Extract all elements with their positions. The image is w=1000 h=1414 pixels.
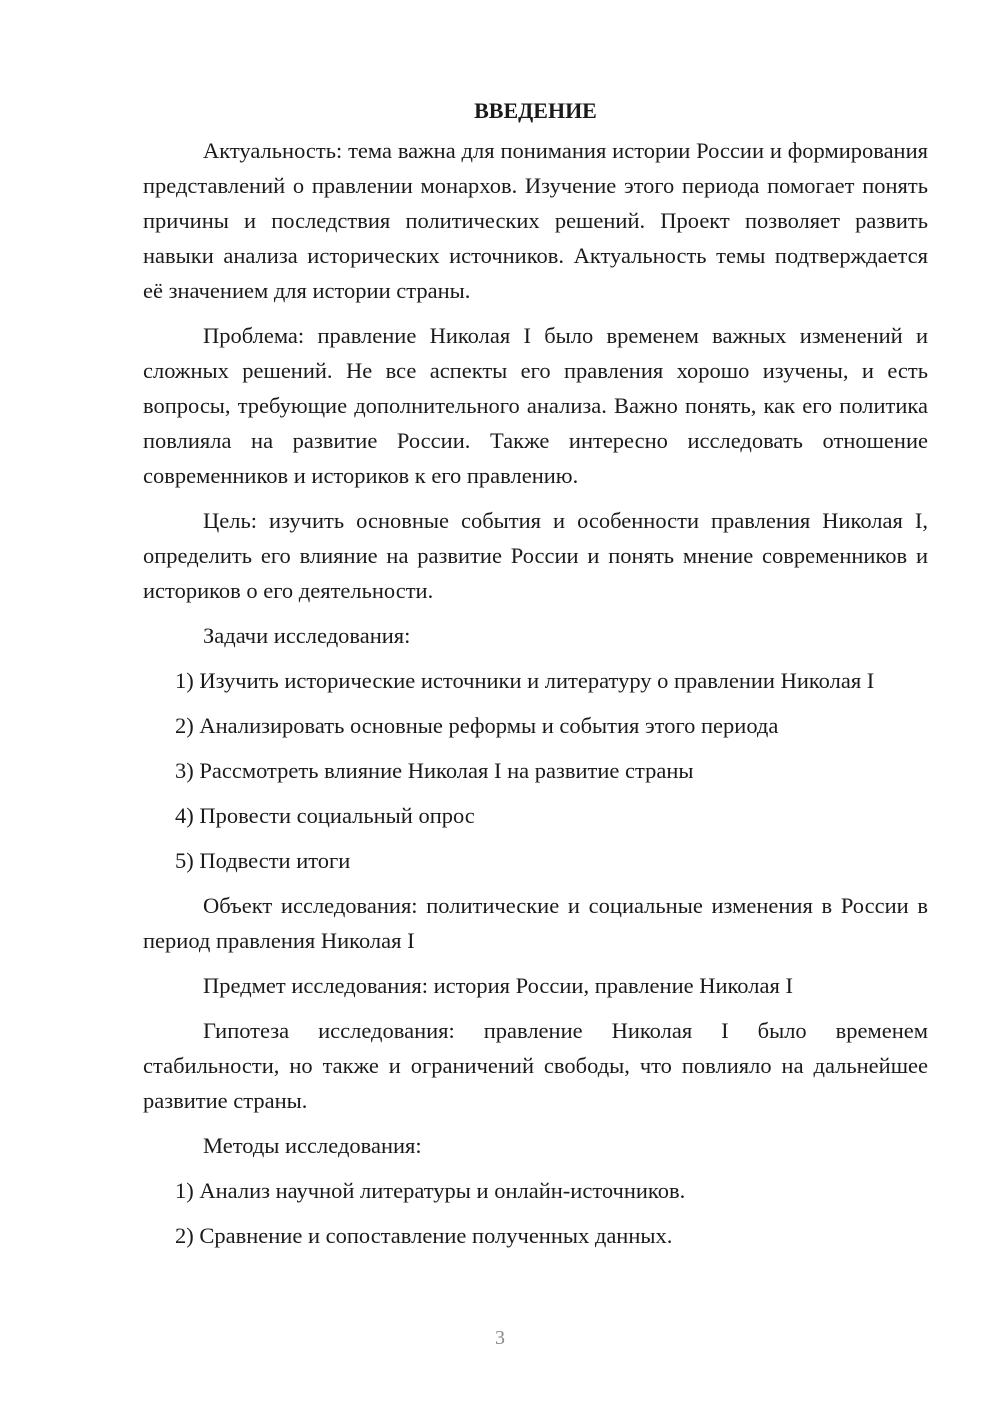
- method-item: 2) Сравнение и сопоставление полученных данных.: [175, 1223, 673, 1248]
- section-title: ВВЕДЕНИЕ: [474, 98, 597, 123]
- tasks-label: Задачи исследования:: [203, 623, 411, 648]
- relevance-paragraph: Актуальность: тема важна для понимания истории России и формирования представлений о правлении монархов. Изучение этого периода помогает понять причины и последствия политических решений. Проект позволяет развить навыки анализа исторических источников. Актуальность темы подтверждается её значением для истории страны.: [143, 138, 928, 303]
- method-item: 1) Анализ научной литературы и онлайн-источников.: [175, 1178, 686, 1203]
- task-item: 2) Анализировать основные реформы и события этого периода: [175, 713, 779, 738]
- hypothesis-paragraph: Гипотеза исследования: правление Николая I было временем стабильности, но также и ограничений свободы, что повлияло на дальнейшее развитие страны.: [143, 1018, 928, 1113]
- subject-paragraph: Предмет исследования: история России, правление Николая I: [203, 973, 793, 998]
- methods-label: Методы исследования:: [203, 1133, 422, 1158]
- page-number: 3: [495, 1327, 505, 1349]
- problem-paragraph: Проблема: правление Николая I было временем важных изменений и сложных решений. Не все аспекты его правления хорошо изучены, и есть вопросы, требующие дополнительного анализа. Важно понять, как его политика повлияла на развитие России. Также интересно исследовать отношение современников и историков к его правлению.: [143, 323, 928, 488]
- goal-paragraph: Цель: изучить основные события и особенности правления Николая I, определить его влияние на развитие России и понять мнение современников и историков о его деятельности.: [143, 508, 928, 603]
- object-paragraph: Объект исследования: политические и социальные изменения в России в период правления Николая I: [143, 893, 928, 953]
- task-item: 3) Рассмотреть влияние Николая I на развитие страны: [175, 758, 694, 783]
- task-item: 1) Изучить исторические источники и литературу о правлении Николая I: [175, 668, 875, 693]
- task-item: 4) Провести социальный опрос: [175, 803, 475, 828]
- page-body: [143, 95, 928, 1263]
- task-item: 5) Подвести итоги: [175, 848, 351, 873]
